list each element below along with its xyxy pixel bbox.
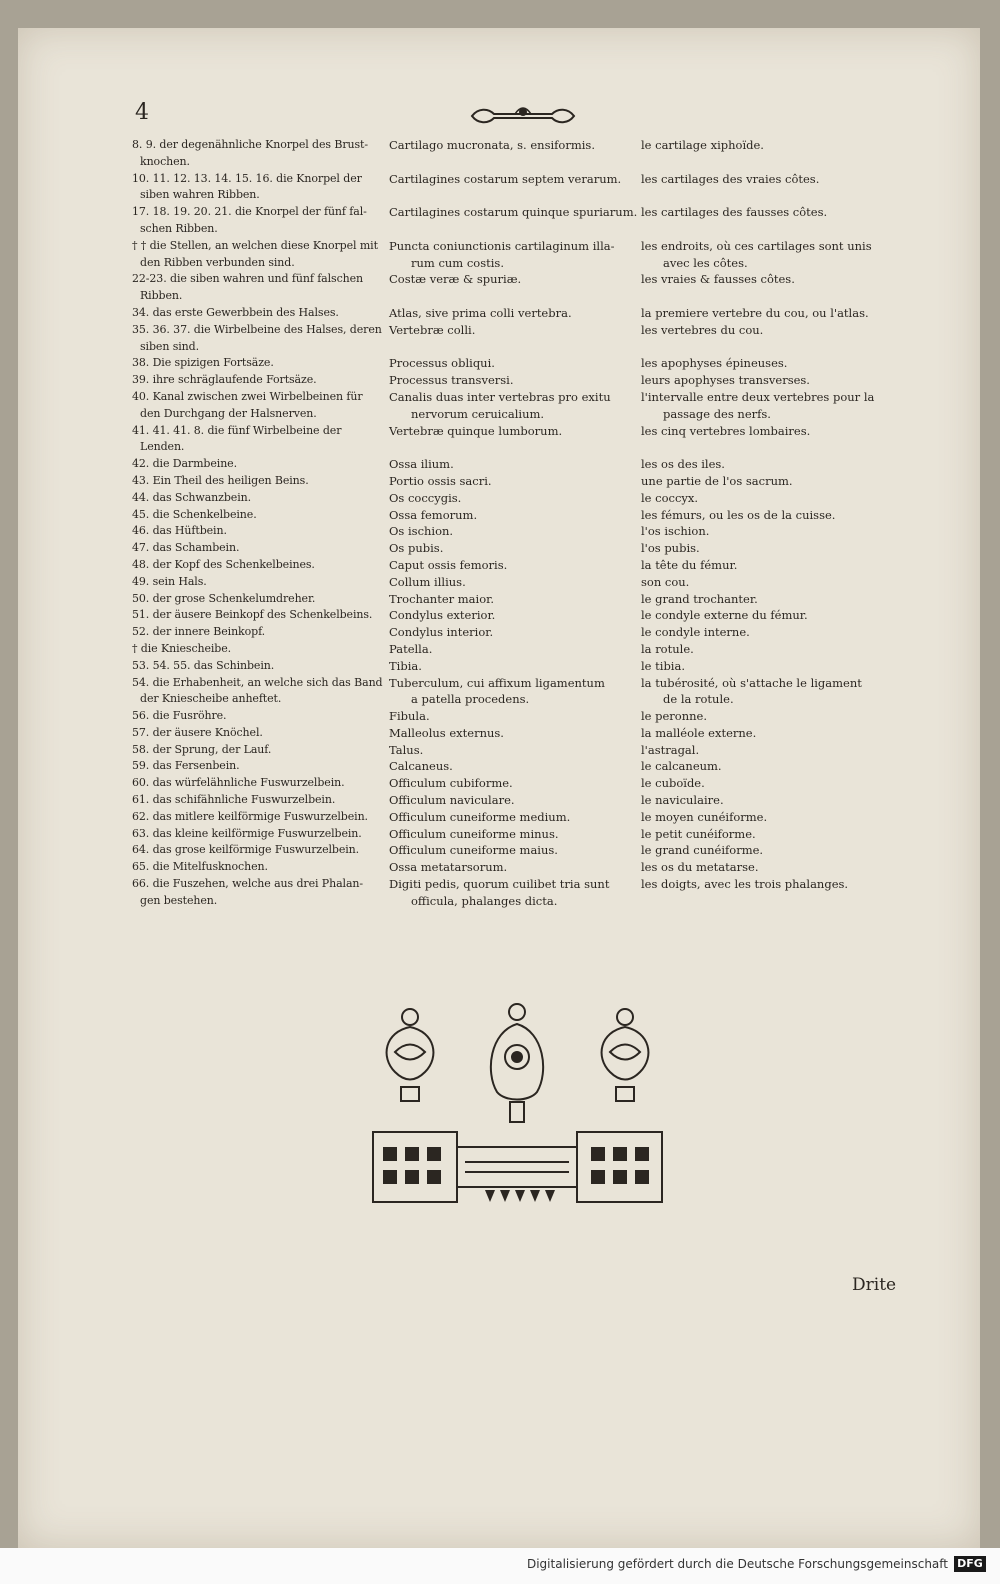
french-term-line: le condyle externe du fémur.	[641, 608, 808, 623]
french-term	[639, 826, 891, 843]
table-row	[132, 238, 892, 272]
german-term-line: † die Kniescheibe.	[132, 641, 232, 655]
catchword: Drite	[852, 1275, 897, 1295]
german-term	[132, 876, 387, 910]
german-term	[132, 641, 387, 658]
french-term-line: son cou.	[641, 574, 690, 589]
latin-term-line: Processus transversi.	[389, 373, 514, 388]
latin-term	[387, 641, 639, 658]
german-term	[132, 557, 387, 574]
table-row	[132, 675, 892, 709]
german-term	[132, 675, 387, 709]
german-term-line: 50. der grose Schenkelumdreher.	[132, 591, 316, 605]
german-term-line: 43. Ein Theil des heiligen Beins.	[132, 473, 309, 487]
german-term-line: Lenden.	[140, 440, 185, 454]
latin-term	[387, 305, 639, 322]
french-term	[639, 557, 891, 574]
latin-term	[387, 523, 639, 540]
latin-term-line: Canalis duas inter vertebras pro exitu	[389, 389, 611, 404]
french-term	[639, 423, 891, 440]
german-term	[132, 809, 387, 826]
french-term-line: le moyen cunéiforme.	[641, 809, 768, 824]
latin-term-line: Portio ossis sacri.	[389, 473, 492, 488]
table-row	[132, 540, 892, 557]
german-term-line: schen Ribben.	[140, 221, 218, 235]
page-number: 4	[135, 100, 149, 125]
french-term-line: le grand cunéiforme.	[641, 843, 764, 858]
german-term	[132, 372, 387, 389]
french-term	[639, 658, 891, 675]
latin-term	[387, 758, 639, 775]
latin-term-line: a patella procedens.	[411, 692, 530, 707]
table-row	[132, 876, 892, 910]
latin-term-line: officula, phalanges dicta.	[411, 893, 558, 908]
german-term-line: der Kniescheibe anheftet.	[140, 692, 282, 706]
french-term-line: les endroits, où ces cartilages sont unis	[641, 238, 872, 253]
digitization-footer	[0, 1548, 1000, 1584]
table-row	[132, 171, 892, 205]
german-term-line: 66. die Fuszehen, welche aus drei Phalan-	[132, 877, 364, 891]
latin-term-line: Ossa femorum.	[389, 507, 478, 522]
table-row	[132, 591, 892, 608]
french-term	[639, 675, 891, 709]
latin-term	[387, 708, 639, 725]
latin-term-line: Tibia.	[389, 658, 422, 673]
german-term	[132, 490, 387, 507]
german-term	[132, 204, 387, 238]
latin-term-line: Condylus interior.	[389, 625, 494, 640]
table-row	[132, 473, 892, 490]
latin-term	[387, 859, 639, 876]
dfg-logo: DFG	[954, 1556, 986, 1572]
french-term-line: une partie de l'os sacrum.	[641, 473, 793, 488]
german-term-line: 46. das Hüftbein.	[132, 524, 227, 538]
latin-term-line: Tuberculum, cui affixum ligamentum	[389, 675, 605, 690]
latin-term-line: rum cum costis.	[411, 255, 504, 270]
table-row	[132, 490, 892, 507]
french-term-line: les fémurs, ou les os de la cuisse.	[641, 507, 836, 522]
table-row	[132, 641, 892, 658]
french-term	[639, 574, 891, 591]
latin-term	[387, 204, 639, 221]
latin-term-line: Patella.	[389, 641, 433, 656]
german-term	[132, 322, 387, 356]
french-term	[639, 607, 891, 624]
german-term-line: 10. 11. 12. 13. 14. 15. 16. die Knorpel der	[132, 171, 362, 185]
french-term-line: la tubérosité, où s'attache le ligament	[641, 675, 862, 690]
german-term	[132, 355, 387, 372]
french-term-line: l'intervalle entre deux vertebres pour la	[641, 389, 875, 404]
latin-term	[387, 574, 639, 591]
latin-term-line: Malleolus externus.	[389, 725, 504, 740]
german-term	[132, 792, 387, 809]
latin-term	[387, 607, 639, 624]
french-term-line: le grand trochanter.	[641, 591, 758, 606]
french-term	[639, 137, 891, 154]
latin-term-line: Ossa metatarsorum.	[389, 860, 508, 875]
french-term	[639, 624, 891, 641]
latin-term-line: Caput ossis femoris.	[389, 557, 508, 572]
french-term-line: le naviculaire.	[641, 793, 724, 808]
latin-term-line: Atlas, sive prima colli vertebra.	[389, 305, 572, 320]
german-term-line: knochen.	[140, 154, 190, 168]
latin-term	[387, 473, 639, 490]
german-term	[132, 725, 387, 742]
german-term-line: 58. der Sprung, der Lauf.	[132, 742, 272, 756]
table-row	[132, 607, 892, 624]
french-term-line: les os des iles.	[641, 457, 725, 472]
latin-term-line: nervorum ceruicalium.	[411, 406, 545, 421]
german-term-line: 42. die Darmbeine.	[132, 457, 237, 471]
german-term	[132, 775, 387, 792]
french-term	[639, 171, 891, 188]
german-term-line: siben sind.	[140, 339, 199, 353]
table-row	[132, 758, 892, 775]
german-term-line: 48. der Kopf des Schenkelbeines.	[132, 557, 315, 571]
german-term	[132, 389, 387, 423]
latin-term-line: Collum illius.	[389, 574, 466, 589]
french-term-line: l'os pubis.	[641, 541, 700, 556]
german-term-line: 59. das Fersenbein.	[132, 759, 240, 773]
german-term-line: 41. 41. 41. 8. die fünf Wirbelbeine der	[132, 423, 342, 437]
french-term-line: l'astragal.	[641, 742, 700, 757]
german-term-line: 8. 9. der degenähnliche Knorpel des Brust-	[132, 138, 368, 151]
latin-term-line: Talus.	[389, 742, 424, 757]
latin-term	[387, 423, 639, 440]
german-term-line: 63. das kleine keilförmige Fuswurzelbein.	[132, 826, 362, 840]
latin-term	[387, 456, 639, 473]
latin-term	[387, 171, 639, 188]
german-term-line: gen bestehen.	[140, 893, 218, 907]
german-term-line: 47. das Schambein.	[132, 541, 240, 555]
french-term-line: passage des nerfs.	[663, 406, 771, 421]
french-term	[639, 540, 891, 557]
latin-term	[387, 775, 639, 792]
german-term-line: 45. die Schenkelbeine.	[132, 507, 257, 521]
latin-term	[387, 792, 639, 809]
latin-term	[387, 624, 639, 641]
latin-term	[387, 490, 639, 507]
latin-term-line: Trochanter maior.	[389, 591, 495, 606]
german-term-line: 34. das erste Gewerbbein des Halses.	[132, 305, 339, 319]
german-term	[132, 826, 387, 843]
french-term-line: le petit cunéiforme.	[641, 826, 756, 841]
table-row	[132, 456, 892, 473]
german-term-line: 62. das mitlere keilförmige Fuswurzelbein.	[132, 809, 368, 823]
french-term-line: l'os ischion.	[641, 524, 710, 539]
french-term	[639, 305, 891, 322]
french-term-line: la tête du fémur.	[641, 557, 738, 572]
latin-term	[387, 591, 639, 608]
french-term	[639, 473, 891, 490]
french-term	[639, 641, 891, 658]
table-row	[132, 708, 892, 725]
latin-term-line: Calcaneus.	[389, 759, 453, 774]
latin-term-line: Vertebræ colli.	[389, 322, 476, 337]
german-term-line: Ribben.	[140, 289, 183, 303]
table-row	[132, 574, 892, 591]
german-term-line: 22-23. die siben wahren und fünf falschen	[132, 272, 364, 286]
french-term-line: les os du metatarse.	[641, 860, 759, 875]
table-row	[132, 742, 892, 759]
french-term	[639, 758, 891, 775]
german-term-line: 44. das Schwanzbein.	[132, 490, 252, 504]
german-term-line: 61. das schifähnliche Fuswurzelbein.	[132, 793, 336, 807]
header-ornament	[468, 104, 578, 128]
german-term	[132, 574, 387, 591]
french-term-line: la rotule.	[641, 641, 694, 656]
latin-term-line: Cartilagines costarum quinque spuriarum.	[389, 205, 638, 220]
latin-term	[387, 842, 639, 859]
german-term	[132, 758, 387, 775]
french-term	[639, 859, 891, 876]
french-term	[639, 322, 891, 339]
french-term	[639, 523, 891, 540]
table-row	[132, 557, 892, 574]
german-term-line: 53. 54. 55. das Schinbein.	[132, 658, 275, 672]
german-term	[132, 607, 387, 624]
latin-term	[387, 725, 639, 742]
table-row	[132, 859, 892, 876]
french-term	[639, 708, 891, 725]
latin-term	[387, 322, 639, 339]
french-term	[639, 271, 891, 288]
french-term-line: les doigts, avec les trois phalanges.	[641, 877, 849, 892]
latin-term	[387, 355, 639, 372]
german-term-line: 64. das grose keilförmige Fuswurzelbein.	[132, 843, 360, 857]
german-term-line: 56. die Fusröhre.	[132, 709, 227, 723]
table-row	[132, 355, 892, 372]
french-term-line: de la rotule.	[663, 692, 734, 707]
latin-term-line: Officulum naviculare.	[389, 793, 515, 808]
tailpiece-ornament	[365, 1002, 670, 1207]
german-term-line: 49. sein Hals.	[132, 574, 207, 588]
table-row	[132, 792, 892, 809]
german-term-line: 51. der äusere Beinkopf des Schenkelbeins.	[132, 608, 373, 622]
latin-term-line: Officulum cuneiforme maius.	[389, 843, 558, 858]
latin-term-line: Cartilago mucronata, s. ensiformis.	[389, 138, 595, 152]
french-term	[639, 490, 891, 507]
latin-term	[387, 557, 639, 574]
latin-term	[387, 658, 639, 675]
table-row	[132, 322, 892, 356]
french-term-line: la premiere vertebre du cou, ou l'atlas.	[641, 305, 869, 320]
french-term-line: les cartilages des vraies côtes.	[641, 171, 820, 186]
table-row	[132, 826, 892, 843]
french-term-line: le peronne.	[641, 709, 708, 724]
german-term	[132, 591, 387, 608]
latin-term-line: Os coccygis.	[389, 490, 462, 505]
latin-term-line: Ossa ilium.	[389, 457, 454, 472]
french-term	[639, 742, 891, 759]
german-term	[132, 238, 387, 272]
german-term	[132, 137, 387, 171]
french-term-line: le cartilage xiphoïde.	[641, 138, 764, 152]
table-row	[132, 389, 892, 423]
german-term-line: 38. Die spizigen Fortsäze.	[132, 356, 274, 370]
french-term	[639, 809, 891, 826]
table-row	[132, 842, 892, 859]
german-term-line: siben wahren Ribben.	[140, 188, 260, 202]
french-term-line: leurs apophyses transverses.	[641, 373, 810, 388]
french-term-line: le tibia.	[641, 658, 685, 673]
latin-term-line: Costæ veræ & spuriæ.	[389, 272, 522, 287]
french-term	[639, 591, 891, 608]
table-row	[132, 658, 892, 675]
french-term	[639, 456, 891, 473]
french-term	[639, 238, 891, 272]
latin-term-line: Processus obliqui.	[389, 356, 495, 371]
table-row	[132, 624, 892, 641]
german-term	[132, 842, 387, 859]
latin-term-line: Puncta coniunctionis cartilaginum illa-	[389, 238, 615, 253]
french-term-line: le cuboïde.	[641, 776, 705, 791]
german-term	[132, 624, 387, 641]
latin-term-line: Digiti pedis, quorum cuilibet tria sunt	[389, 877, 610, 892]
latin-term	[387, 271, 639, 288]
french-term-line: le coccyx.	[641, 490, 699, 505]
german-term	[132, 271, 387, 305]
french-term	[639, 792, 891, 809]
german-term	[132, 859, 387, 876]
german-term-line: 60. das würfelähnliche Fuswurzelbein.	[132, 776, 345, 790]
table-row	[132, 271, 892, 305]
french-term	[639, 842, 891, 859]
french-term-line: les vertebres du cou.	[641, 322, 764, 337]
table-row	[132, 305, 892, 322]
french-term-line: la malléole externe.	[641, 725, 757, 740]
latin-term-line: Officulum cubiforme.	[389, 776, 513, 791]
anatomy-table	[132, 137, 892, 910]
latin-term-line: Officulum cuneiforme minus.	[389, 826, 559, 841]
latin-term	[387, 389, 639, 423]
german-term	[132, 305, 387, 322]
german-term-line: 39. ihre schräglaufende Fortsäze.	[132, 373, 317, 387]
german-term	[132, 171, 387, 205]
german-term-line: 52. der innere Beinkopf.	[132, 625, 266, 639]
table-row	[132, 809, 892, 826]
german-term	[132, 658, 387, 675]
table-row	[132, 204, 892, 238]
german-term-line: † † die Stellen, an welchen diese Knorpel mit	[132, 238, 378, 252]
latin-term	[387, 742, 639, 759]
german-term-line: 65. die Mitelfusknochen.	[132, 860, 268, 874]
german-term-line: 17. 18. 19. 20. 21. die Knorpel der fünf fal-	[132, 205, 367, 219]
latin-term-line: Vertebræ quinque lumborum.	[389, 423, 563, 438]
german-term	[132, 473, 387, 490]
german-term	[132, 708, 387, 725]
french-term	[639, 507, 891, 524]
german-term	[132, 507, 387, 524]
table-row	[132, 725, 892, 742]
german-term	[132, 456, 387, 473]
table-row	[132, 523, 892, 540]
french-term	[639, 204, 891, 221]
latin-term	[387, 137, 639, 154]
latin-term	[387, 826, 639, 843]
german-term	[132, 423, 387, 457]
latin-term-line: Officulum cuneiforme medium.	[389, 809, 571, 824]
german-term-line: 57. der äusere Knöchel.	[132, 725, 263, 739]
table-row	[132, 507, 892, 524]
french-term-line: les apophyses épineuses.	[641, 356, 788, 371]
footer-credit: Digitalisierung gefördert durch die Deutsche Forschungsgemeinschaft	[526, 1557, 948, 1571]
french-term-line: avec les côtes.	[663, 255, 748, 270]
french-term	[639, 372, 891, 389]
french-term-line: les vraies & fausses côtes.	[641, 272, 795, 287]
german-term-line: 35. 36. 37. die Wirbelbeine des Halses, deren	[132, 322, 382, 336]
german-term-line: 40. Kanal zwischen zwei Wirbelbeinen für	[132, 389, 363, 403]
french-term-line: les cinq vertebres lombaires.	[641, 423, 811, 438]
french-term	[639, 355, 891, 372]
latin-term	[387, 876, 639, 910]
french-term	[639, 725, 891, 742]
french-term	[639, 876, 891, 893]
latin-term-line: Cartilagines costarum septem verarum.	[389, 171, 622, 186]
latin-term	[387, 507, 639, 524]
latin-term	[387, 675, 639, 709]
french-term	[639, 389, 891, 423]
table-row	[132, 423, 892, 457]
french-term-line: les cartilages des fausses côtes.	[641, 205, 828, 220]
table-row	[132, 137, 892, 171]
german-term-line: den Durchgang der Halsnerven.	[140, 406, 317, 420]
french-term-line: le condyle interne.	[641, 625, 750, 640]
german-term	[132, 742, 387, 759]
french-term	[639, 775, 891, 792]
latin-term-line: Fibula.	[389, 709, 430, 724]
latin-term	[387, 540, 639, 557]
latin-term-line: Condylus exterior.	[389, 608, 496, 623]
latin-term-line: Os pubis.	[389, 541, 444, 556]
french-term-line: le calcaneum.	[641, 759, 722, 774]
german-term	[132, 540, 387, 557]
table-row	[132, 775, 892, 792]
latin-term	[387, 809, 639, 826]
table-row	[132, 372, 892, 389]
german-term-line: 54. die Erhabenheit, an welche sich das Band	[132, 675, 383, 689]
latin-term-line: Os ischion.	[389, 524, 454, 539]
german-term-line: den Ribben verbunden sind.	[140, 255, 295, 269]
latin-term	[387, 372, 639, 389]
latin-term	[387, 238, 639, 272]
german-term	[132, 523, 387, 540]
